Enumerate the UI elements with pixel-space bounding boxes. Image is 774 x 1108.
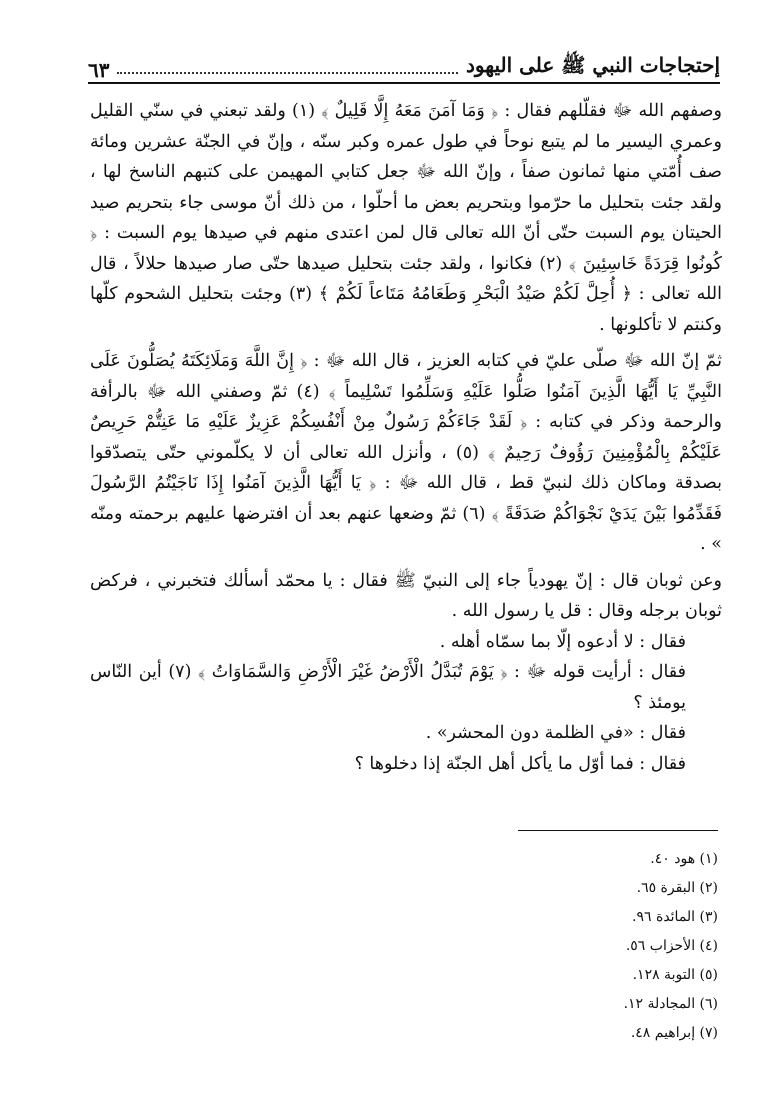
running-header [88,46,720,84]
footnote-3: (٣) المائدة ٩٦. [632,909,718,925]
footnote-2: (٢) البقرة ٦٥. [636,880,718,896]
dialog-line-4: فقال : فما أوّل ما يأكل أهل الجنّة إذا دخلوها ؟ [354,753,686,774]
footnote-1: (١) هود ٤٠. [650,851,718,867]
footnote-4: (٤) الأحزاب ٥٦. [625,938,718,954]
dialog-line-2: فقال : أرأيت قوله ﷻ : ﴿ يَوْمَ تُبَدَّلُ الْأَرْضُ غَيْرَ الْأَرْضِ وَالسَّمَاوَاتُ ﴾ (٧) أين النّاس يومئذ ؟ [90,662,686,713]
paragraph-1: وصفهم الله ﷻ فقلّلهم فقال : ﴿ وَمَا آمَنَ مَعَهُ إِلَّا قَلِيلٌ ﴾ (١) ولقد تبعني في سنّي القليل وعمري اليسير ما لم يتبع نوحاً في طول عمره وكبر سنّه ، وإنّ في الجنّة عشرين ومائة صف أُمّتي منها ثمانون صفاً ، وإنّ الله ﷻ جعل كتابي المهيمن على كتبهم الناسخ لها ، ولقد جئت بتحليل ما حرّموا وبتحريم بعض ما أحلّوا ، من ذلك أنّ موسى جاء بتحريم صيد الحيتان يوم السبت حتّى أنّ الله تعالى قال لمن اعتدى منهم في صيدها يوم السبت : ﴿ كُونُوا قِرَدَةً خَاسِئِينَ ﴾ (٢) فكانوا ، ولقد جئت بتحليل صيدها حتّى صار صيدها حلالاً ، قال الله تعالى : ﴿ أُحِلَّ لَكُمْ صَيْدُ الْبَحْرِ وَطَعَامُهُ مَتَاعاً لَكُمْ ﴾ (٣) وجئت بتحليل الشحوم كلّها وكنتم لا تأكلونها . [90,101,722,335]
page-number: ٦٣ [88,58,110,82]
dialog-line-3: فقال : «في الظلمة دون المحشر» . [425,723,686,743]
paragraph-2: ثمّ إنّ الله ﷻ صلّى عليّ في كتابه العزيز ، قال الله ﷻ : ﴿ إِنَّ اللَّهَ وَمَلَائِكَتَهُ يُصَلُّونَ عَلَى النَّبِيِّ يَا أَيُّهَا الَّذِينَ آمَنُوا صَلُّوا عَلَيْهِ وَسَلِّمُوا تَسْلِيماً ﴾ (٤) ثمّ وصفني الله ﷻ بالرأفة والرحمة وذكر في كتابه : ﴿ لَقَدْ جَاءَكُمْ رَسُولٌ مِنْ أَنْفُسِكُمْ عَزِيزٌ عَلَيْهِ مَا عَنِتُّمْ حَرِيصٌ عَلَيْكُمْ بِالْمُؤْمِنِينَ رَؤُوفٌ رَحِيمٌ ﴾ (٥) ، وأنزل الله تعالى أن لا يكلّموني حتّى يتصدّقوا بصدقة وماكان ذلك لنبيّ قط ، قال الله ﷻ : ﴿ يَا أَيُّهَا الَّذِينَ آمَنُوا إِذَا نَاجَيْتُمُ الرَّسُولَ فَقَدِّمُوا بَيْنَ يَدَيْ نَجْوَاكُمْ صَدَقَةً ﴾ (٦) ثمّ وضعها عنهم بعد أن افترضها عليهم برحمته ومنّه » . [90,351,722,554]
footnote-separator [518,830,718,831]
running-title: إحتجاجات النبي ﷺ على اليهود [465,53,720,77]
footnotes [418,830,718,1048]
paragraph-3: وعن ثوبان قال : إنّ يهودياً جاء إلى النبيّ ﷺ فقال : يا محمّد أسألك فتخبرني ، فركض ثوبان برجله وقال : قل يا رسول الله . [90,570,722,621]
dialog-line-1: فقال : لا أدعوه إلّا بما سمّاه أهله . [439,631,686,652]
main-text [90,96,722,779]
dot-leader [117,72,458,74]
footnote-7: (٧) إبراهيم ٤٨. [630,1025,718,1041]
footnote-6: (٦) المجادلة ١٢. [623,996,718,1012]
footnote-5: (٥) التوبة ١٢٨. [632,967,718,983]
footnote-list [418,845,718,1048]
